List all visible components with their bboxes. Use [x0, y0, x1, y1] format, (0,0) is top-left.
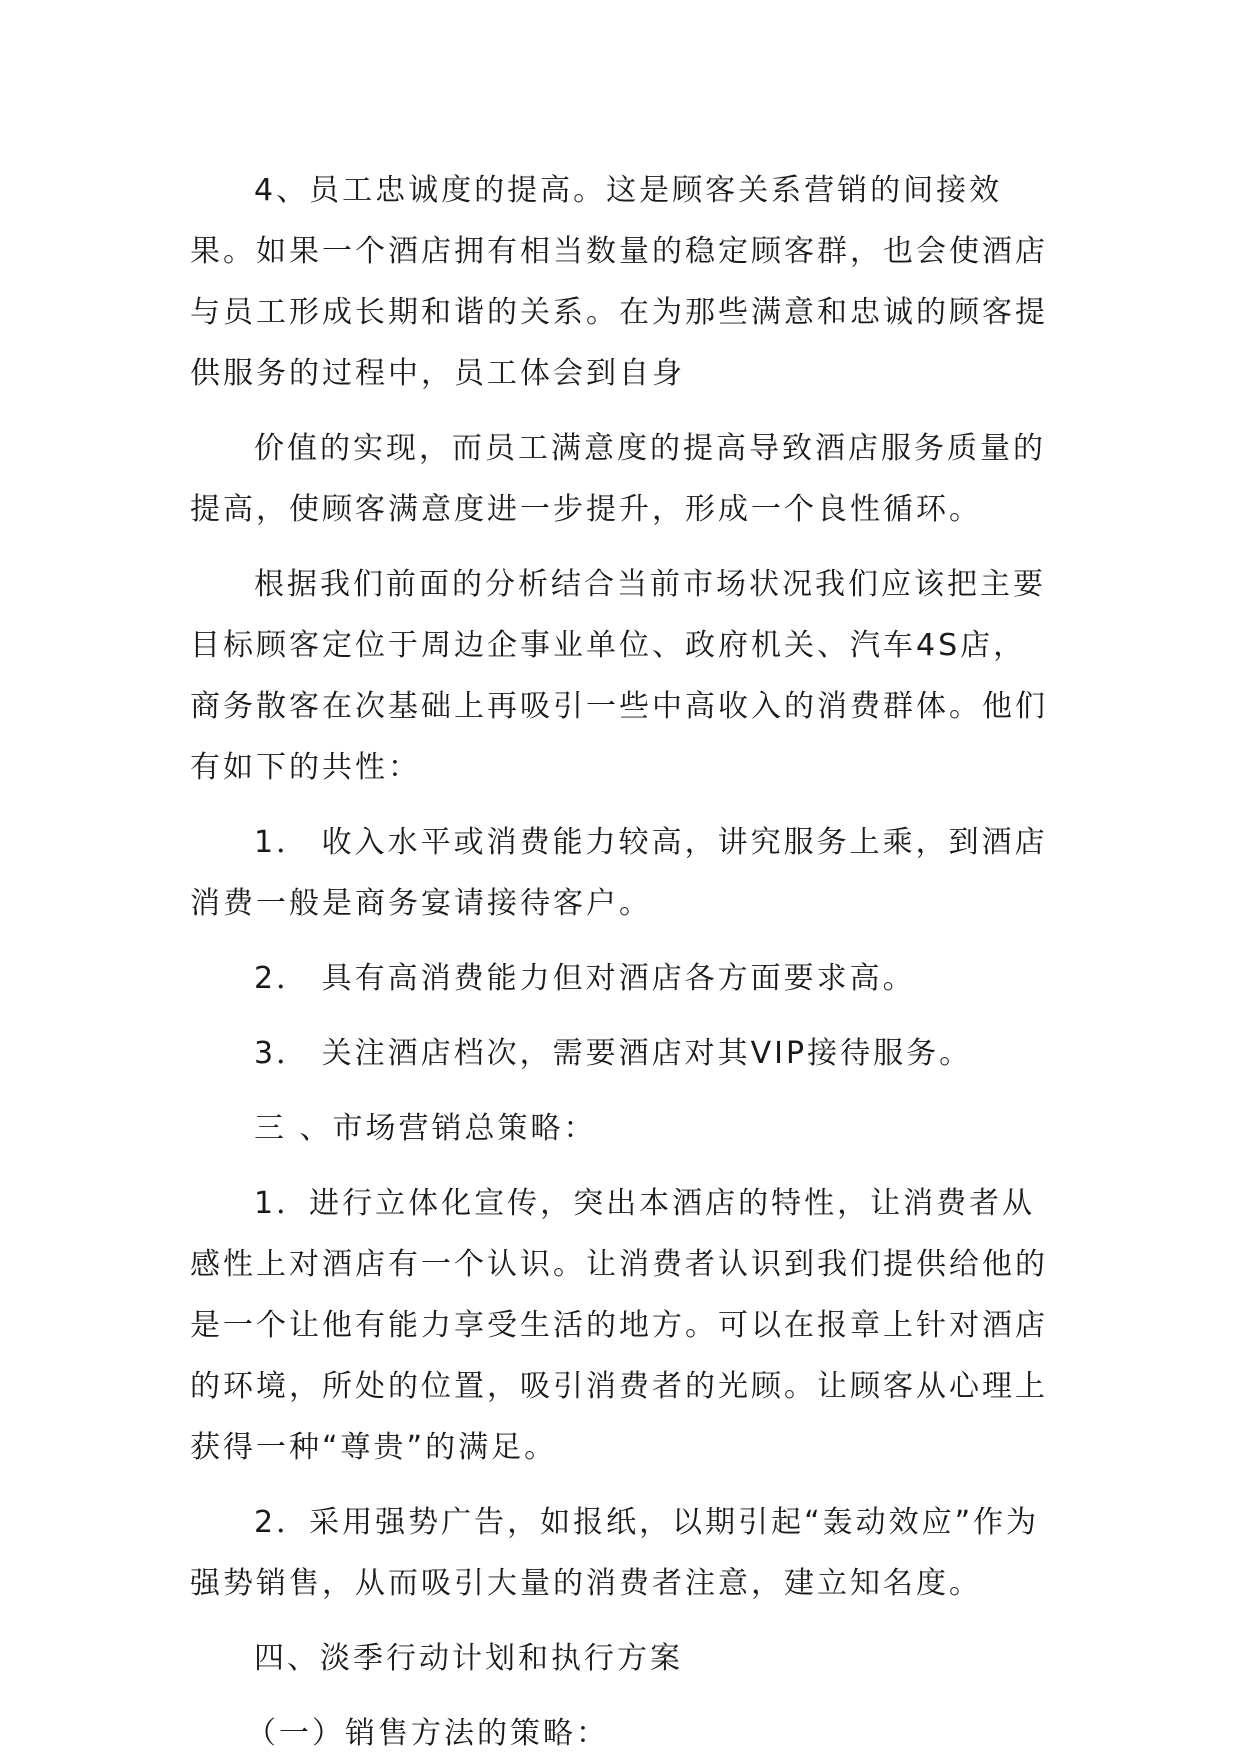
section-heading-marketing-strategy: 三 、市场营销总策略：	[254, 1111, 597, 1146]
paragraph-strategy-2: 2．采用强势广告，如报纸，以期引起“轰动效应”作为强势销售，从而吸引大量的消费者注意，建立知名度。	[190, 1505, 1040, 1601]
paragraph-value-realization: 价值的实现，而员工满意度的提高导致酒店服务质量的提高，使顾客满意度进一步提升，形成一个良性循环。	[190, 431, 1046, 527]
subsection-heading-sales-methods: （一）销售方法的策略：	[246, 1716, 609, 1751]
list-item-1: 1． 收入水平或消费能力较高，讲究服务上乘，到酒店消费一般是商务宴请接待客户。	[190, 825, 1048, 921]
list-item-3: 3． 关注酒店档次，需要酒店对其VIP接待服务。	[254, 1036, 973, 1071]
paragraph-employee-loyalty: 4、员工忠诚度的提高。这是顾客关系营销的间接效果。如果一个酒店拥有相当数量的稳定顾客群，也会使酒店与员工形成长期和谐的关系。在为那些满意和忠诚的顾客提供服务的过程中，员工体会到自身	[190, 173, 1048, 391]
list-item-2: 2． 具有高消费能力但对酒店各方面要求高。	[254, 961, 916, 996]
document-body	[190, 160, 1050, 1764]
paragraph-target-customers: 根据我们前面的分析结合当前市场状况我们应该把主要目标顾客定位于周边企事业单位、政府机关、汽车4S店，商务散客在次基础上再吸引一些中高收入的消费群体。他们有如下的共性：	[190, 567, 1048, 785]
section-heading-off-season-plan: 四、淡季行动计划和执行方案	[254, 1641, 683, 1676]
paragraph-strategy-1: 1．进行立体化宣传，突出本酒店的特性，让消费者从感性上对酒店有一个认识。让消费者认识到我们提供给他的是一个让他有能力享受生活的地方。可以在报章上针对酒店的环境，所处的位置，吸引消费者的光顾。让顾客从心理上获得一种“尊贵”的满足。	[190, 1186, 1048, 1465]
